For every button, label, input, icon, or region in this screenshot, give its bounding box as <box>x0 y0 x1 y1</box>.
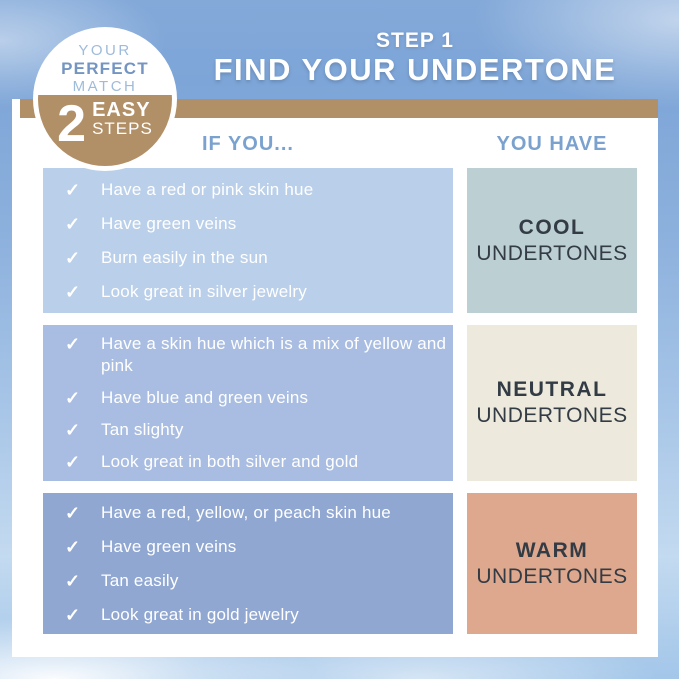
result-neutral-undertones <box>467 325 637 481</box>
list-item-text: Have blue and green veins <box>101 388 309 407</box>
checklist-warm <box>43 493 453 634</box>
step-label: STEP 1 <box>376 29 454 52</box>
list-item <box>43 570 453 592</box>
list-item-text: Look great in gold jewelry <box>101 604 299 624</box>
badge-line-match: MATCH <box>72 78 138 95</box>
check-icon: ✓ <box>65 334 81 354</box>
list-item <box>43 281 453 303</box>
perfect-match-badge <box>38 32 172 166</box>
list-item <box>43 604 453 626</box>
list-item <box>43 451 453 473</box>
column-header-you-have: YOU HAVE <box>496 133 608 155</box>
list-item <box>43 387 453 409</box>
list-item <box>43 179 453 201</box>
check-icon: ✓ <box>65 452 81 472</box>
check-icon: ✓ <box>65 536 81 557</box>
result-subtitle: UNDERTONES <box>476 564 628 588</box>
badge-label-easy: EASY <box>92 99 151 121</box>
list-item-text: Have green veins <box>101 536 237 556</box>
check-icon: ✓ <box>65 213 81 234</box>
check-icon: ✓ <box>65 604 81 625</box>
list-item <box>43 419 453 441</box>
list-item-text: Tan easily <box>101 570 179 590</box>
result-title: COOL <box>518 215 586 239</box>
badge-number: 2 <box>57 95 87 153</box>
list-item-text: Look great in both silver and gold <box>101 452 359 471</box>
result-cool-undertones <box>467 168 637 313</box>
list-item-text: Have green veins <box>101 213 237 233</box>
checklist-neutral <box>43 325 453 481</box>
list-item-text: Burn easily in the sun <box>101 247 268 267</box>
result-title: WARM <box>515 538 589 562</box>
result-title: NEUTRAL <box>496 378 608 401</box>
page-title: FIND YOUR UNDERTONE <box>213 52 617 87</box>
list-item-text: Have a skin hue which is a mix of yellow and pink <box>101 334 447 375</box>
list-item <box>43 502 453 524</box>
check-icon: ✓ <box>65 502 81 523</box>
list-item <box>43 536 453 558</box>
result-subtitle: UNDERTONES <box>476 404 628 427</box>
check-icon: ✓ <box>65 570 81 591</box>
result-warm-undertones <box>467 493 637 634</box>
list-item-text: Have a red, yellow, or peach skin hue <box>101 502 391 522</box>
check-icon: ✓ <box>65 247 81 268</box>
list-item <box>43 333 453 377</box>
result-subtitle: UNDERTONES <box>476 241 628 265</box>
badge-line-perfect: PERFECT <box>61 59 149 78</box>
list-item <box>43 247 453 269</box>
badge-tan-segment <box>38 95 172 166</box>
list-item-text: Have a red or pink skin hue <box>101 179 314 199</box>
list-item <box>43 213 453 235</box>
badge-line-your: YOUR <box>78 42 132 59</box>
checklist-cool <box>43 168 453 313</box>
badge-steps-label <box>92 95 153 166</box>
column-header-if-you: IF YOU... <box>202 133 294 155</box>
check-icon: ✓ <box>65 281 81 302</box>
check-icon: ✓ <box>65 179 81 200</box>
check-icon: ✓ <box>65 388 81 408</box>
badge-label-steps: STEPS <box>92 119 153 138</box>
list-item-text: Tan slighty <box>101 420 184 439</box>
list-item-text: Look great in silver jewelry <box>101 281 307 301</box>
check-icon: ✓ <box>65 420 81 440</box>
